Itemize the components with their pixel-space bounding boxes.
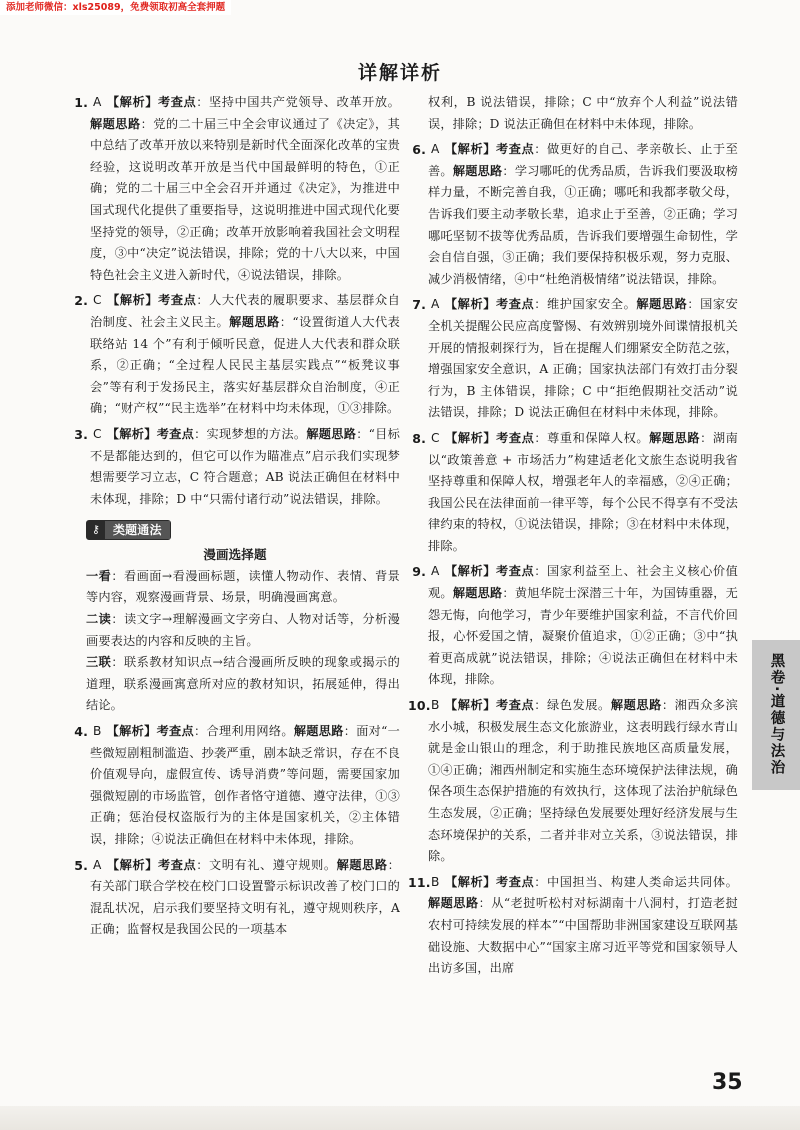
method-step-1: 一看：看画面→看漫画标题，读懂人物动作、表情、背景等内容，观察漫画背景、场景，明确漫画寓意。 [86, 568, 400, 605]
answer-entry-5-continued: 权利，B 说法错误，排除；C 中“放弃个人利益”说法错误，排除；D 说法正确但在材料中未体现，排除。 [428, 95, 738, 131]
answer-entry-9: 9. A 【解析】考查点：国家利益至上、社会主义核心价值观。解题思路：黄旭华院士深潜三十年，为国铸重器，无怨无悔，向他学习，青少年要维护国家利益，不言代价回报，心怀爱国之情，凝聚价值追求，①②正确；③中“执着更高成就”说法错误，排除；④说法正确但在材料中未体现，排除。 [412, 564, 738, 687]
answer-entry-6: 6. A 【解析】考查点：做更好的自己、孝亲敬长、止于至善。解题思路：学习哪吒的优秀品质，告诉我们要汲取榜样力量，不断完善自我，①正确；哪吒和我都孝敬父母，告诉我们要主动孝敬长辈，追求止于至善，②正确；学习哪吒坚韧不拔等优秀品质，告诉我们要增强生命韧性，学会自信自强，③正确；我们要保持积极乐观，努力克服、减少消极情绪，④中“杜绝消极情绪”说法错误，排除。 [412, 142, 738, 286]
page-title: 详解详析 [357, 62, 442, 84]
method-badge-label: 类题通法 [105, 521, 170, 539]
answer-entry-8: 8. C 【解析】考查点：尊重和保障人权。解题思路：湖南以“政策善意 + 市场活力”构建适老化文旅生态说明我省坚持尊重和保障人权，增强老年人的幸福感，②④正确；我国公民在法律面前一律平等，每个公民不得享有不受法律约束的特权，①说法错误，排除；③在材料中未体现，排除。 [412, 430, 739, 553]
left-column [70, 92, 400, 945]
subject-side-tab: 黑卷·道德与法治 [752, 640, 800, 790]
method-subtitle: 漫画选择题 [203, 547, 267, 563]
method-step-2: 二读：读文字→理解漫画文字旁白、人物对话等，分析漫画要表达的内容和反映的主旨。 [86, 612, 400, 648]
method-step-3: 三联：联系教材知识点→结合漫画所反映的现象或揭示的道理，联系漫画寓意所对应的教材知识，拓展延伸，得出结论。 [86, 655, 400, 713]
promo-banner: 添加老师微信：xls25089，免费领取初高全套押题 [0, 0, 231, 15]
page-bottom-edge [0, 1106, 800, 1130]
answer-entry-11: 11. B 【解析】考查点：中国担当、构建人类命运共同体。解题思路：从“老挝听松村对标湖南十八洞村，打造老挝农村可持续发展的样本”“中国帮助非洲国家建设互联网基础设施、大数据中心”“国家主席习近平等党和国家领导人出访多国，出席 [408, 874, 738, 976]
answer-entry-7: 7. A 【解析】考查点：维护国家安全。解题思路：国家安全机关提醒公民应高度警惕、有效辨别境外间谍情报机关开展的情报刺探行为，旨在提醒人们绷紧安全防范之弦，增强国家安全意识，A 正确；国家执法部门有效打击分裂行为，B 主体错误，排除；C 中“拒绝假期社交活动”说法错误，排除；D 说法正确但在材料中未体现，排除。 [412, 297, 738, 420]
method-badge [86, 520, 171, 540]
answer-entry-3: 3. C 【解析】考查点：实现梦想的方法。解题思路：“目标不是都能达到的，但它可以作为瞄准点”启示我们实现梦想需要学习立志，C 符合题意；AB 说法正确但在材料中未体现，排除；D 中“只需付诸行动”说法错误，排除。 [74, 426, 400, 506]
answer-entry-1: 1. A 【解析】考查点：坚持中国共产党领导、改革开放。解题思路：党的二十届三中全会审议通过了《决定》，其中总结了改革开放以来特别是新时代全面深化改革的宝贵经验，这说明改革开放是当代中国最鲜明的特色，①正确；党的二十届三中全会召开并通过《决定》，为推进中国式现代化提供了重要指导，这说明推进中国式现代化要坚持党的领导，②正确；改革开放影响着我国社会文明程度，③中“决定”说法错误，排除；党的十八大以来，中国特色社会主义进入新时代，④说法错误，排除。 [74, 95, 400, 282]
answer-entry-4: 4. B 【解析】考查点：合理利用网络。解题思路：面对“一些微短剧粗制滥造、抄袭严重，剧本缺乏常识，存在不良价值观导向，虚假宣传、诱导消费”等问题，需要国家加强微短剧的市场监管，创作者恪守道德、遵守法律，①③正确；惩治侵权盗版行为的主体是国家机关，②主体错误，排除；④说法正确但在材料中未体现，排除。 [74, 724, 401, 846]
right-column [408, 92, 738, 984]
page-number: 35 [712, 1070, 743, 1095]
answer-entry-10: 10. B 【解析】考查点：绿色发展。解题思路：湘西众多滨水小城，积极发展生态文化旅游业，这表明践行绿水青山就是金山银山的理念，利于助推民族地区高质量发展，①④正确；湘西州制定和实施生态环境保护法律法规，确保各项生态保护措施的有效执行，这体现了法治护航绿色生态发展，②正确；坚持绿色发展要处理好经济发展与生态环境保护的关系，二者并非对立关系，③说法错误，排除。 [408, 698, 739, 864]
answer-entry-2: 2. C 【解析】考查点：人大代表的履职要求、基层群众自治制度、社会主义民主。解题思路：“设置街道人大代表联络站 14 个”有利于倾听民意，促进人大代表和群众联系，②正确；“全过程人民民主基层实践点”“板凳议事会”等有利于发扬民主，落实好基层群众自治制度，④正确；“财产权”“民主选举”在材料中均未体现，①③排除。 [74, 293, 401, 416]
answer-entry-5: 5. A 【解析】考查点：文明有礼、遵守规则。解题思路：有关部门联合学校在校门口设置警示标识改善了校门口的混乱状况，启示我们要坚持文明有礼，遵守规则秩序，A 正确；监督权是我国公民的一项基本 [74, 857, 400, 937]
key-icon: ⚷ [87, 521, 105, 539]
